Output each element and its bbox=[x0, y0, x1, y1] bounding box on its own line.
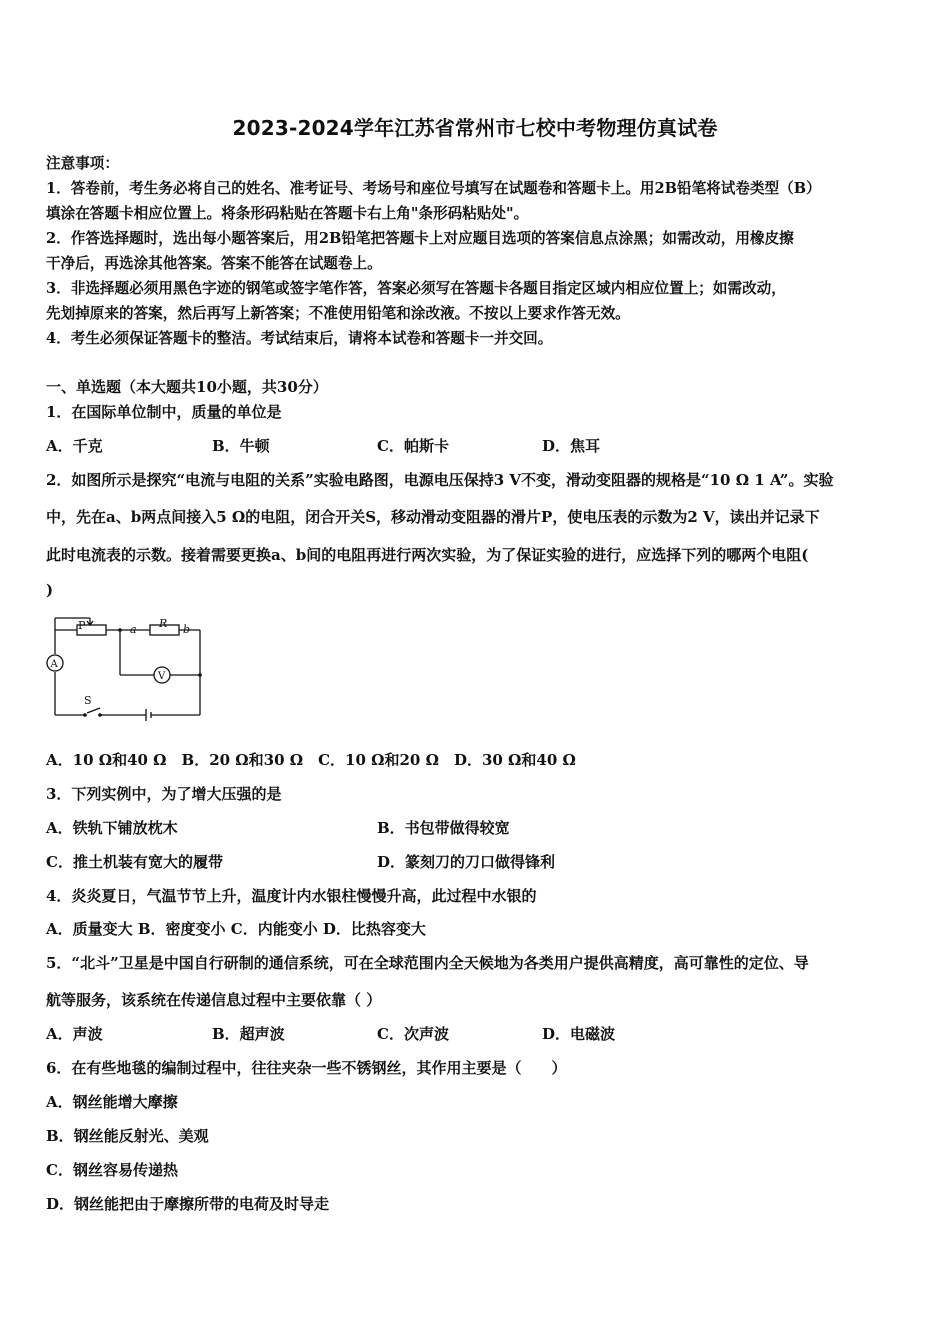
notice-line: 3．非选择题必须用黑色字迹的钢笔或签字笔作答，答案必须写在答题卡各题目指定区域内相应位置上；如需改动， bbox=[46, 280, 786, 297]
question-5-option-b: B．超声波 bbox=[212, 1025, 285, 1043]
notice-heading: 注意事项： bbox=[46, 155, 119, 172]
question-6-stem: 6．在有些地毯的编制过程中，往往夹杂一些不锈钢丝，其作用主要是（ ） bbox=[46, 1059, 567, 1077]
notice-line: 先划掉原来的答案，然后再写上新答案；不准使用铅笔和涂改液。不按以上要求作答无效。 bbox=[46, 305, 630, 322]
question-3-option-c: C．推土机装有宽大的履带 bbox=[46, 853, 223, 871]
question-5-option-d: D．电磁波 bbox=[542, 1025, 616, 1043]
label-a: a bbox=[130, 623, 137, 636]
question-1-option-c: C．帕斯卡 bbox=[377, 437, 449, 455]
label-b: b bbox=[183, 623, 191, 636]
question-6-option-a: A．钢丝能增大摩擦 bbox=[46, 1093, 178, 1111]
question-5-option-a: A．声波 bbox=[46, 1025, 103, 1043]
question-5-stem-line: 航等服务，该系统在传递信息过程中主要依靠（ ） bbox=[46, 991, 382, 1009]
label-r: R bbox=[159, 617, 168, 630]
page-title: 2023-2024学年江苏省常州市七校中考物理仿真试卷 bbox=[232, 116, 718, 140]
question-1-option-b: B．牛顿 bbox=[212, 437, 270, 455]
question-1-option-a: A．千克 bbox=[46, 437, 103, 455]
question-1-stem: 1．在国际单位制中，质量的单位是 bbox=[46, 403, 282, 421]
question-3-option-a: A．铁轨下铺放枕木 bbox=[46, 819, 178, 837]
question-4-options: A．质量变大 B．密度变小 C．内能变小 D．比热容变大 bbox=[46, 920, 426, 938]
question-3-option-b: B．书包带做得较宽 bbox=[377, 819, 510, 837]
question-2-stem-line: 2．如图所示是探究“电流与电阻的关系”实验电路图，电源电压保持3 V不变，滑动变阻器的规格是“10 Ω 1 A”。实验 bbox=[46, 471, 834, 489]
question-5-stem-line: 5．“北斗”卫星是中国自行研制的通信系统，可在全球范围内全天候地为各类用户提供高精度，高可靠性的定位、导 bbox=[46, 954, 809, 972]
circuit-diagram bbox=[40, 612, 220, 722]
label-ammeter: A bbox=[50, 659, 58, 670]
question-2-stem-line: 中，先在a、b两点间接入5 Ω的电阻，闭合开关S，移动滑动变阻器的滑片P，使电压表的示数为2 V，读出并记录下 bbox=[46, 508, 820, 526]
label-switch: S bbox=[84, 694, 92, 707]
notice-line: 2．作答选择题时，选出每小题答案后，用2B铅笔把答题卡上对应题目选项的答案信息点涂黑；如需改动，用橡皮擦 bbox=[46, 230, 794, 247]
question-3-option-d: D．篆刻刀的刀口做得锋利 bbox=[377, 853, 556, 871]
notice-line: 填涂在答题卡相应位置上。将条形码粘贴在答题卡右上角"条形码粘贴处"。 bbox=[46, 205, 529, 222]
question-2-options: A．10 Ω和40 Ω B．20 Ω和30 Ω C．10 Ω和20 Ω D．30 Ω和40 Ω bbox=[46, 751, 576, 769]
notice-line: 4．考生必须保证答题卡的整洁。考试结束后，请将本试卷和答题卡一并交回。 bbox=[46, 330, 553, 347]
question-6-option-d: D．钢丝能把由于摩擦所带的电荷及时导走 bbox=[46, 1195, 330, 1213]
notice-line: 1．答卷前，考生务必将自己的姓名、准考证号、考场号和座位号填写在试题卷和答题卡上。用2B铅笔将试卷类型（B） bbox=[46, 180, 821, 197]
notice-line: 干净后，再选涂其他答案。答案不能答在试题卷上。 bbox=[46, 255, 382, 272]
question-3-stem: 3．下列实例中，为了增大压强的是 bbox=[46, 785, 282, 803]
label-p: P bbox=[78, 619, 86, 632]
question-2-stem-line: ) bbox=[46, 581, 54, 599]
label-voltmeter: V bbox=[158, 671, 166, 682]
question-2-stem-line: 此时电流表的示数。接着需要更换a、b间的电阻再进行两次实验，为了保证实验的进行，应选择下列的哪两个电阻( bbox=[46, 546, 809, 564]
question-5-option-c: C．次声波 bbox=[377, 1025, 449, 1043]
question-4-stem: 4．炎炎夏日，气温节节上升，温度计内水银柱慢慢升高，此过程中水银的 bbox=[46, 887, 537, 905]
question-1-option-d: D．焦耳 bbox=[542, 437, 601, 455]
question-6-option-c: C．钢丝容易传递热 bbox=[46, 1161, 178, 1179]
question-6-option-b: B．钢丝能反射光、美观 bbox=[46, 1127, 209, 1145]
section-heading: 一、单选题（本大题共10小题，共30分） bbox=[46, 378, 328, 396]
